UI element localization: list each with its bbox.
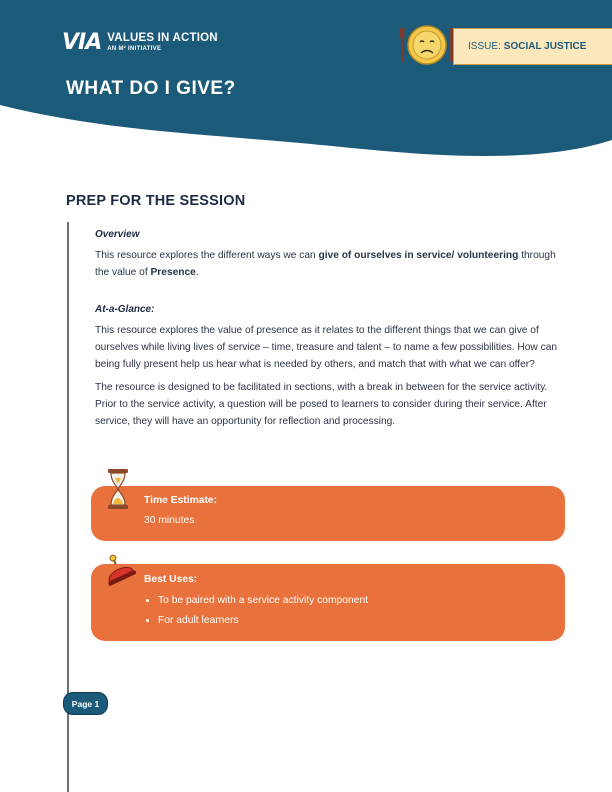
desk-bell-icon: [100, 551, 136, 587]
list-item: • To be paired with a service activity component: [158, 594, 368, 608]
logo-mark: VIA: [62, 30, 102, 55]
section-title: PREP FOR THE SESSION: [66, 193, 246, 209]
overview-heading: Overview: [95, 229, 140, 240]
page-title: WHAT DO I GIVE?: [66, 78, 236, 99]
best-uses-list: [144, 594, 368, 634]
issue-tag: [453, 28, 612, 65]
best-uses-card: [91, 564, 565, 641]
time-estimate-card: [91, 486, 565, 541]
sad-plate-icon: [398, 24, 456, 68]
issue-value: SOCIAL JUSTICE: [503, 41, 587, 52]
glance-heading: At-a-Glance:: [95, 304, 155, 315]
list-item: • For adult learners: [158, 614, 368, 628]
page-number-badge: Page 1: [63, 692, 108, 715]
glance-paragraph-2: The resource is designed to be facilitated in sections, with a break in between for the service activity. Prior to the service activity, a question will be posed to learners to consider during their service. After service, they will have an opportunity for reflection and processing.: [95, 382, 548, 427]
overview-text: This resource explores the different ways we can give of ourselves in service/ volunteering through the value of Presence.: [95, 250, 556, 278]
logo-title: VALUES IN ACTION: [107, 31, 218, 44]
time-estimate-value: 30 minutes: [144, 515, 195, 526]
time-estimate-heading: Time Estimate:: [144, 495, 218, 506]
glance-paragraph-1: This resource explores the value of presence as it relates to the different things that we can give of ourselves while living lives of service – time, treasure and talent – to name a few possibilities. How can being fully present help us hear what is needed by others, and match that with what we can offer?: [95, 325, 558, 370]
logo-subtitle: AN M² INITIATIVE: [107, 46, 162, 53]
prep-content: [95, 226, 565, 436]
best-uses-heading: Best Uses:: [144, 574, 198, 585]
via-logo: [62, 30, 218, 55]
hourglass-icon: [106, 468, 130, 510]
issue-label: ISSUE:: [468, 41, 501, 52]
